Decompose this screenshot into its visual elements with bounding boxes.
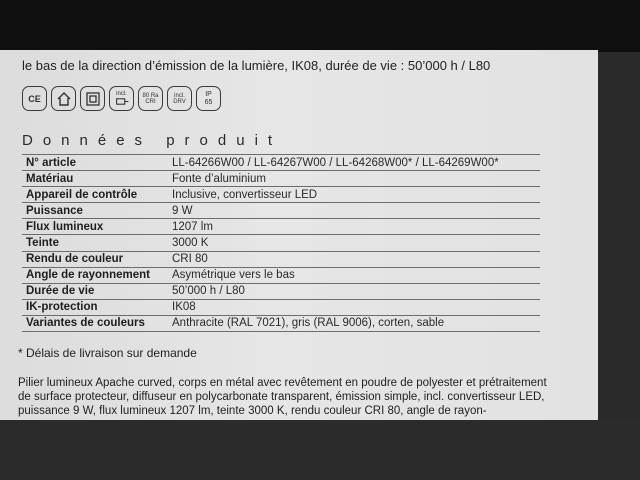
table-row [22,251,540,267]
screen-bezel-bottom [0,420,640,480]
table-row [22,219,540,235]
spec-label: Appareil de contrôle [22,187,168,203]
incl-drv-icon: incl. DRV [167,86,192,111]
spec-label: Puissance [22,203,168,219]
table-row [22,299,540,315]
spec-value: 50’000 h / L80 [168,283,540,299]
spec-value: 3000 K [168,235,540,251]
class-2-icon [80,86,105,111]
spec-value: Inclusive, convertisseur LED [168,187,540,203]
table-row [22,235,540,251]
section-title: Données produit [22,132,283,149]
spec-value: CRI 80 [168,251,540,267]
spec-label: Angle de rayonnement [22,267,168,283]
spec-label: IK-protection [22,299,168,315]
cri-icon: 80 Ra CRI [138,86,163,111]
screen-bezel-right [598,52,640,422]
spec-value: IK08 [168,299,540,315]
table-row [22,267,540,283]
spec-label: Teinte [22,235,168,251]
spec-value: 9 W [168,203,540,219]
table-row [22,171,540,187]
spec-value: LL-64266W00 / LL-64267W00 / LL-64268W00* / LL-64269W00* [168,155,540,171]
intro-text: le bas de la direction d’émission de la lumière, IK08, durée de vie : 50’000 h / L80 [22,58,491,73]
table-row [22,315,540,331]
certification-icons [22,86,221,111]
product-description: Pilier lumineux Apache curved, corps en métal avec revêtement en poudre de polyester et prétraitement de surface protecteur, diffuseur en polycarbonate transparent, émission simple, incl. convertisseur LED, puissance 9 W, flux lumineux 1207 lm, teinte 3000 K, rendu couleur CRI 80, angle de rayon- [18,377,547,417]
spec-value: Anthracite (RAL 7021), gris (RAL 9006), corten, sable [168,315,540,331]
ce-icon: CE [22,86,47,111]
spec-table [22,154,540,332]
delivery-note: * Délais de livraison sur demande [18,346,197,360]
house-icon [51,86,76,111]
document-page [0,50,598,420]
spec-label: Durée de vie [22,283,168,299]
table-row [22,187,540,203]
incl-led-icon: incl. [109,86,134,111]
spec-value: Fonte d’aluminium [168,171,540,187]
spec-label: Rendu de couleur [22,251,168,267]
ip65-icon: IP 65 [196,86,221,111]
table-row [22,203,540,219]
spec-value: Asymétrique vers le bas [168,267,540,283]
spec-value: 1207 lm [168,219,540,235]
spec-label: Matériau [22,171,168,187]
spec-label: Variantes de couleurs [22,315,168,331]
spec-label: N° article [22,155,168,171]
table-row [22,283,540,299]
table-row [22,155,540,171]
spec-label: Flux lumineux [22,219,168,235]
